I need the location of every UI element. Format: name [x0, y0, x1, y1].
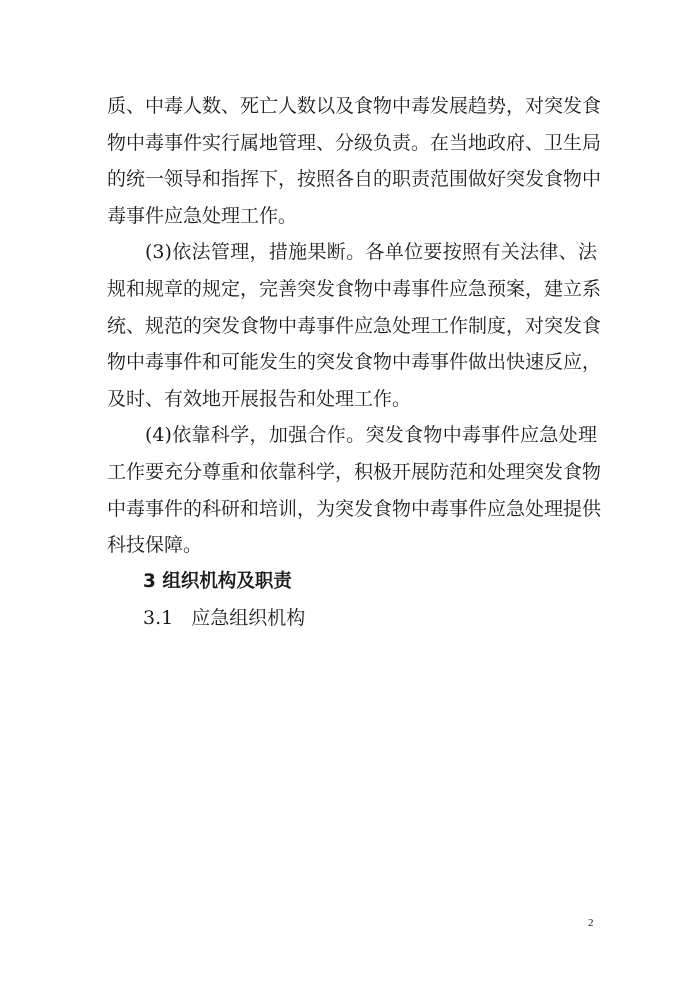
subsection-heading [107, 600, 597, 637]
page-number: 2 [588, 917, 594, 929]
text-line: 统、规范的突发食物中毒事件应急处理工作制度，对突发食 [107, 314, 602, 337]
text-line: 科技保障。 [107, 534, 203, 557]
section-heading: 3 组织机构及职责 [143, 570, 292, 592]
text-line: 及时、有效地开展报告和处理工作。 [107, 387, 412, 410]
text-line: 物中毒事件和可能发生的突发食物中毒事件做出快速反应， [107, 351, 602, 374]
paragraph-continuation [107, 88, 602, 234]
subsection-title: 应急组织机构 [191, 607, 306, 630]
text-line: (3)依法管理，措施果断。各单位要按照有关法律、法 [145, 241, 597, 264]
text-line: 毒事件应急处理工作。 [107, 204, 298, 227]
paragraph-legal-management [107, 234, 602, 417]
document-body [107, 88, 602, 637]
subsection-number: 3.1 [143, 607, 174, 630]
text-line: 的统一领导和指挥下，按照各自的职责范围做好突发食物中 [107, 168, 602, 191]
text-line: 规和规章的规定，完善突发食物中毒事件应急预案，建立系 [107, 277, 602, 300]
text-line: 中毒事件的科研和培训，为突发食物中毒事件应急处理提供 [107, 497, 602, 520]
text-line: 物中毒事件实行属地管理、分级负责。在当地政府、卫生局 [107, 131, 602, 154]
paragraph-rely-on-science [107, 417, 602, 563]
text-line: (4)依靠科学，加强合作。突发食物中毒事件应急处理 [145, 424, 597, 447]
text-line: 工作要充分尊重和依靠科学，积极开展防范和处理突发食物 [107, 460, 602, 483]
text-line: 质、中毒人数、死亡人数以及食物中毒发展趋势，对突发食 [107, 95, 602, 117]
